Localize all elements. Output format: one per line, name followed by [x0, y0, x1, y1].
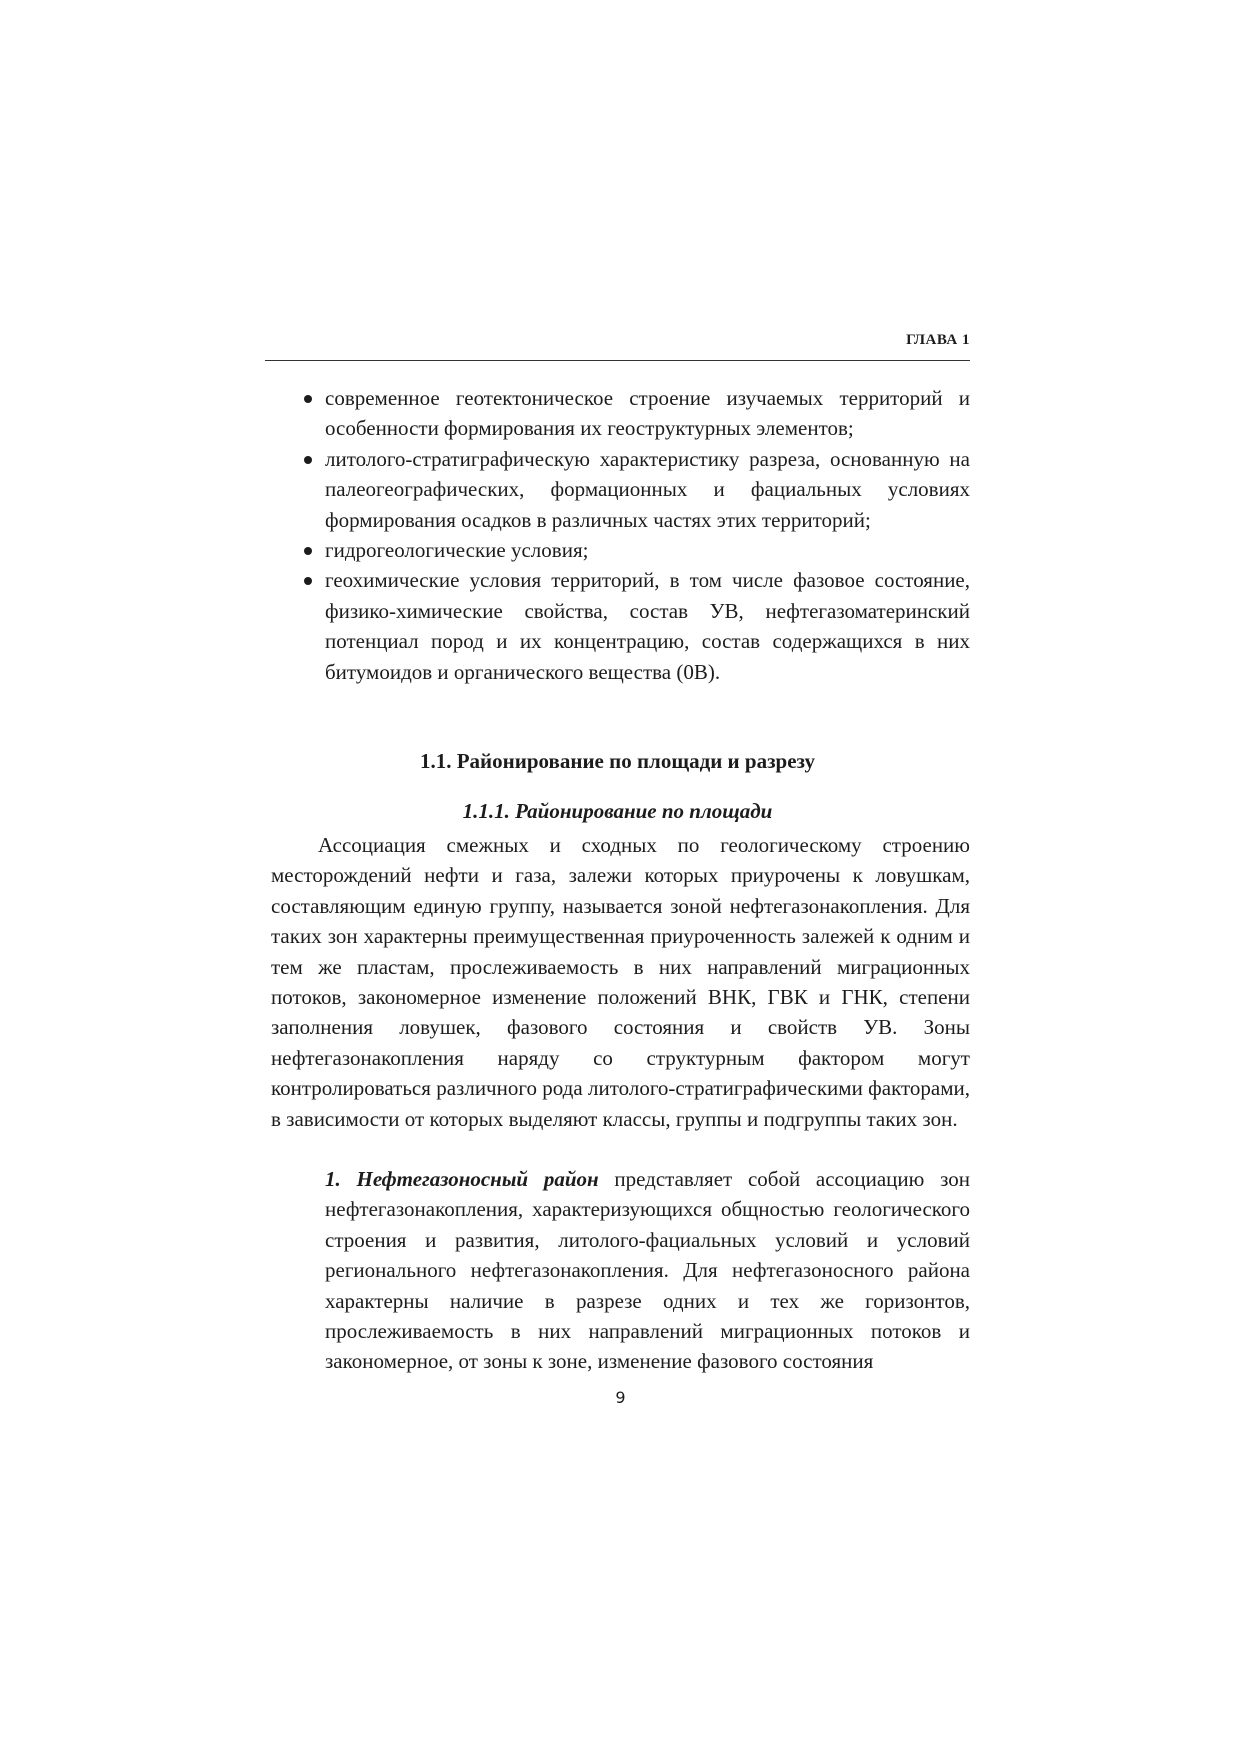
chapter-header: ГЛАВА 1 — [906, 332, 970, 348]
bullet-item — [325, 383, 970, 444]
section-heading: 1.1. Районирование по площади и разрезу — [419, 749, 816, 773]
bullet-item — [325, 444, 970, 535]
bullet-icon — [304, 456, 312, 464]
bullet-icon — [304, 547, 312, 555]
header-divider — [265, 360, 970, 361]
bullet-item — [325, 565, 970, 687]
bullet-text: геохимические условия территорий, в том числе фазовое состояние, физико-химические свойства, состав УВ, нефтегазоматеринский потенциал пород и их концентрацию, состав содержащихся в них битумоидов и органического вещества (0В). — [325, 568, 970, 684]
bullet-list — [325, 383, 970, 687]
body-paragraph: Ассоциация смежных и сходных по геологическому строению месторождений нефти и газа, залежи которых приурочены к ловушкам, составляющим единую группу, называется зоной нефтегазонакопления. Для таких зон характерны преимущественная приуроченность залежей к одним и тем же пластам, прослеживаемость в них направлений миграционных потоков, закономерное изменение положений ВНК, ГВК и ГНК, степени заполнения ловушек, фазового состояния и свойств УВ. Зоны нефтегазонакопления наряду со структурным фактором могут контролироваться различного рода литолого-стратиграфическими факторами, в зависимости от которых выделяют классы, группы и подгруппы таких зон. — [271, 833, 970, 1131]
page-number: 9 — [615, 1388, 626, 1407]
bullet-icon — [304, 395, 312, 403]
numbered-item-term: 1. Нефтегазоносный район — [325, 1167, 599, 1191]
bullet-icon — [304, 577, 312, 585]
numbered-item — [325, 1164, 970, 1377]
bullet-text: гидрогеологические условия; — [325, 538, 589, 563]
subsection-heading: 1.1.1. Районирование по площади — [462, 799, 773, 823]
numbered-item-text: представляет собой ассоциацию зон нефтегазонакопления, характеризующихся общностью геологического строения и развития, литолого-фациальных условий и условий регионального нефтегазонакопления. Для нефтегазоносного района характерны наличие в разрезе одних и тех же горизонтов, прослеживаемость в них направлений миграционных потоков и закономерное, от зоны к зоне, изменение фазового состояния — [325, 1167, 970, 1374]
bullet-item — [325, 535, 970, 565]
bullet-text: современное геотектоническое строение изучаемых территорий и особенности формирования их геоструктурных элементов; — [325, 386, 970, 441]
bullet-text: литолого-стратиграфическую характеристику разреза, основанную на палеогеографических, формационных и фациальных условиях формирования осадков в различных частях этих территорий; — [325, 446, 970, 532]
